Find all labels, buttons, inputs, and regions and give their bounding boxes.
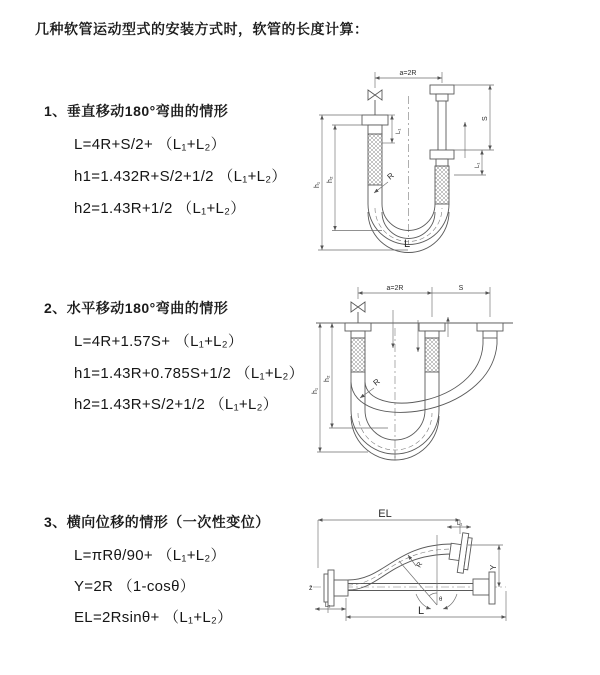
section1-formula-h2: h2=1.43R+1/2 （L₁+L₂）	[74, 200, 246, 217]
dim-l1-left-label: L₁	[325, 603, 331, 609]
section1-formula-h1: h1=1.432R+S/2+1/2 （L₁+L₂）	[74, 168, 287, 185]
section3-formula-l: L=πRθ/90+ （L₁+L₂）	[74, 547, 226, 564]
section3-heading: 3、横向位移的情形（一次性变位）	[44, 514, 270, 530]
dim-a-label: a=2R	[399, 70, 417, 77]
dim-l1-top-label: L₁	[457, 521, 463, 527]
dim-y-label: Y	[489, 564, 498, 570]
section2-formula-l: L=4R+1.57S+ （L₁+L₂）	[74, 333, 244, 350]
right-leg	[430, 85, 454, 204]
diagram-vertical-180-bend	[308, 66, 558, 261]
dim-a-label: a=2R	[386, 285, 404, 292]
valve-icon	[351, 302, 365, 323]
dim-l-label: L	[417, 605, 425, 617]
middle-leg	[419, 323, 445, 410]
left-leg	[345, 323, 371, 410]
dim-l1-right	[454, 150, 486, 175]
section1-formula-l: L=4R+S/2+ （L₁+L₂）	[74, 136, 226, 153]
dim-h1-label: h₁	[312, 387, 319, 394]
dim-h2-label: h₂	[327, 176, 334, 183]
diagram-lateral-displacement	[303, 506, 573, 636]
theta-label: θ	[439, 597, 443, 603]
section3-formula-y: Y=2R （1-cosθ）	[74, 578, 196, 595]
length-label: L	[403, 238, 411, 250]
dim-s-label: S	[458, 285, 464, 292]
axis-label: z̄	[309, 585, 313, 592]
dim-l	[346, 591, 506, 621]
diagram-horizontal-180-bend	[308, 282, 558, 467]
dim-el-label: EL	[378, 508, 392, 520]
radius-label: R	[385, 170, 396, 182]
radius-label: R	[415, 561, 425, 569]
dim-s	[454, 85, 494, 150]
angle-construction	[399, 535, 457, 609]
dim-el	[318, 508, 463, 568]
valve-icon	[368, 90, 382, 115]
dim-l1-right-label: L₁	[475, 162, 481, 168]
page-title: 几种软管运动型式的安装方式时，软管的长度计算：	[35, 21, 369, 37]
hose-straight-ghost	[348, 572, 495, 604]
section2-heading: 2、水平移动180°弯曲的情形	[44, 300, 229, 316]
section2-formula-h1: h1=1.43R+0.785S+1/2 （L₁+L₂）	[74, 365, 304, 382]
dim-h2-label: h₂	[324, 375, 331, 382]
top-right-flange	[447, 531, 472, 573]
dim-s-label: S	[482, 116, 489, 121]
dim-a-s	[358, 285, 490, 317]
left-flange	[324, 570, 348, 606]
section1-heading: 1、垂直移动180°弯曲的情形	[44, 103, 229, 119]
moved-leg	[477, 323, 503, 344]
dim-h1-label: h₁	[314, 181, 321, 188]
section2-formula-h2: h2=1.43R+S/2+1/2 （L₁+L₂）	[74, 396, 279, 413]
section3-formula-el: EL=2Rsinθ+ （L₁+L₂）	[74, 609, 233, 626]
dim-l1-left-label: L₁	[396, 128, 402, 134]
radius-label: R	[371, 376, 382, 388]
left-leg	[362, 115, 388, 204]
radius-callout	[408, 555, 424, 569]
dim-l1-top	[447, 521, 471, 527]
